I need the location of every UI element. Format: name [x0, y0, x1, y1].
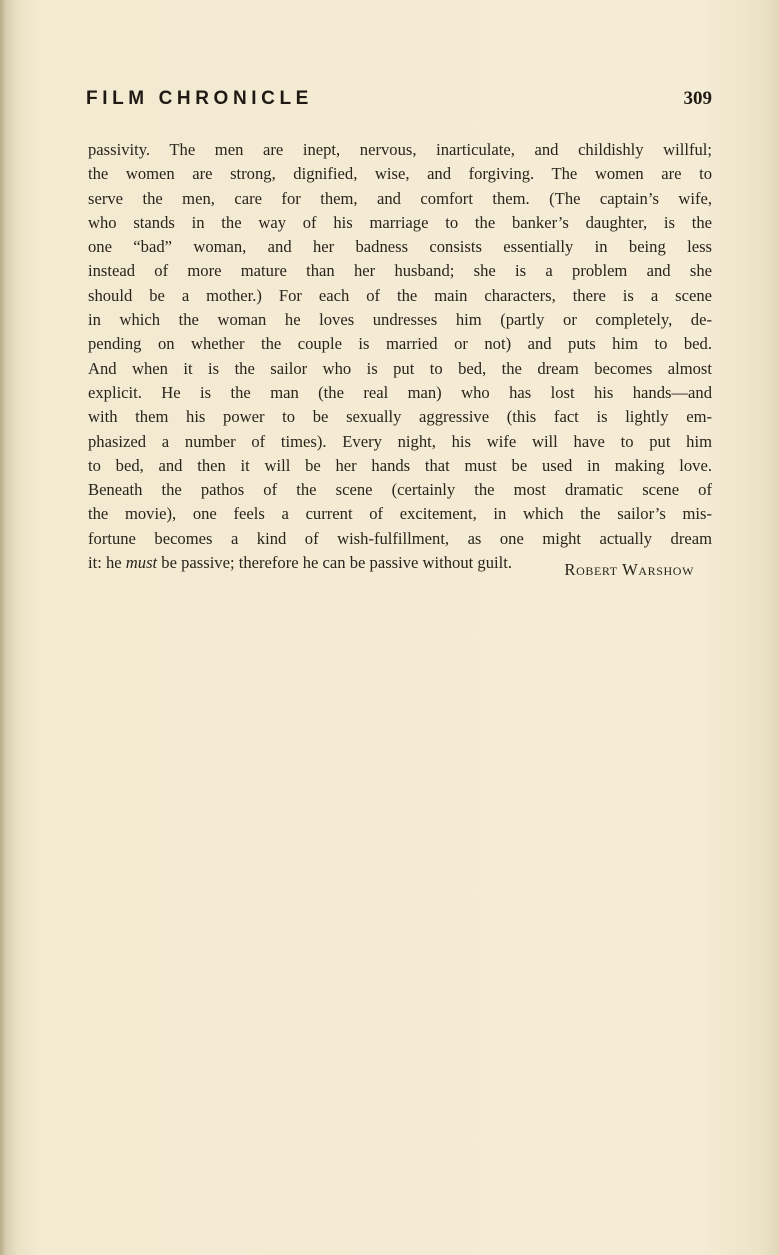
- emphasis-word: must: [125, 553, 158, 573]
- last-line-end: be passive; therefore he can be passive without guilt.: [157, 553, 512, 573]
- text-line: explicit. He is the man (the real man) who has lost his hands—and: [88, 382, 712, 402]
- text-line: instead of more mature than her husband; she is a problem and she: [88, 261, 712, 281]
- body-paragraph: [88, 138, 712, 575]
- text-line: the movie), one feels a current of excitement, in which the sailor’s mis-: [88, 504, 712, 524]
- text-line: Beneath the pathos of the scene (certainly the most dramatic scene of: [88, 480, 712, 500]
- section-title: FILM CHRONICLE: [86, 88, 313, 109]
- text-line: one “bad” woman, and her badness consists essentially in being less: [88, 237, 712, 257]
- page-number: 309: [683, 88, 712, 109]
- text-line: fortune becomes a kind of wish-fulfillment, as one might actually dream: [88, 528, 712, 548]
- text-line: phasized a number of times). Every night, his wife will have to put him: [88, 431, 712, 451]
- running-head: [86, 88, 712, 118]
- text-line: should be a mother.) For each of the main characters, there is a scene: [88, 285, 712, 305]
- text-line: And when it is the sailor who is put to bed, the dream becomes almost: [88, 358, 712, 378]
- text-line: who stands in the way of his marriage to the banker’s daughter, is the: [88, 212, 712, 232]
- last-line-start: it: he: [88, 553, 126, 573]
- text-line: with them his power to be sexually aggressive (this fact is lightly em-: [88, 407, 712, 427]
- text-line: the women are strong, dignified, wise, and forgiving. The women are to: [88, 164, 712, 184]
- text-line: to bed, and then it will be her hands that must be used in making love.: [88, 455, 712, 475]
- text-line: in which the woman he loves undresses him (partly or completely, de-: [88, 310, 712, 330]
- author-signature: Robert Warshow: [564, 560, 694, 579]
- text-line: serve the men, care for them, and comfort them. (The captain’s wife,: [88, 188, 712, 208]
- text-line: pending on whether the couple is married or not) and puts him to bed.: [88, 334, 712, 354]
- text-line: passivity. The men are inept, nervous, inarticulate, and childishly willful;: [88, 140, 712, 159]
